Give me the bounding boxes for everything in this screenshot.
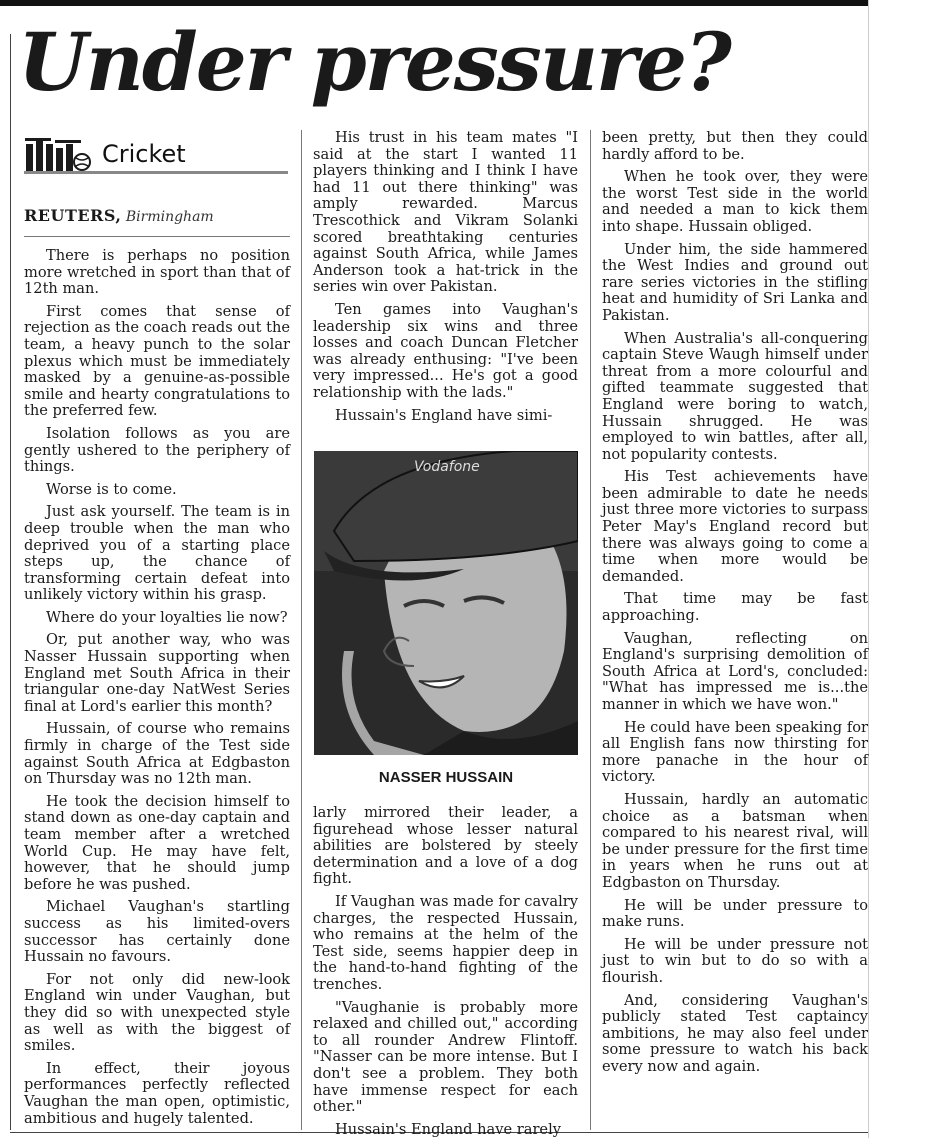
paragraph: He took the decision himself to stand down as one-day captain and team member after a wretched World Cup. He may have felt, however, that he should jump before he was pushed.: [24, 792, 290, 893]
byline-rule: [24, 236, 290, 237]
paragraph: larly mirrored their leader, a figurehead whose lesser natural abilities are bolstered by steely determination and a love of a dog fight.: [313, 804, 578, 888]
paragraph: His trust in his team mates "I said at the start I wanted 11 players thinking and I think I have had 11 out there thinking" was amply rewarded. Marcus Trescothick and Vikram Solanki scored breathtaking centuries against South Africa, while James Anderson took a hat-trick in the series win over Pakistan.: [313, 129, 578, 296]
article-column-3: [602, 130, 868, 1081]
player-photo: [314, 451, 578, 755]
paragraph: When Australia's all-conquering captain Steve Waugh himself under threat from a more colourful and gifted teammate suggested that England were boring to watch, Hussain shrugged. He was employed to win battles, after all, not popularity contests.: [602, 329, 868, 463]
paragraph: Vaughan, reflecting on England's surprising demolition of South Africa at Lord's, concluded: "What has impressed me is...the manner in which we have won.": [602, 629, 868, 713]
column-divider: [590, 130, 591, 1130]
paragraph: For not only did new-look England win under Vaughan, but they did so with unexpected style as well as with the biggest of smiles.: [24, 970, 290, 1055]
column-divider: [301, 130, 302, 1130]
paragraph: Hussain, hardly an automatic choice as a batsman when compared to his nearest rival, will be under pressure for the first time in years when he runs out at Edgbaston on Thursday.: [602, 790, 868, 891]
paragraph: That time may be fast approaching.: [602, 590, 868, 625]
headline: Under pressure?: [18, 15, 730, 109]
section-name: Cricket: [102, 140, 186, 168]
article-column-1: [24, 248, 290, 1133]
paragraph: He will be under pressure to make runs.: [602, 896, 868, 931]
paragraph: And, considering Vaughan's publicly stated Test captaincy ambitions, he may also feel under some pressure to watch his back every now and again.: [602, 991, 868, 1075]
paragraph: Worse is to come.: [46, 480, 177, 498]
article-column-2-top: [313, 130, 578, 430]
paragraph: When he took over, they were the worst Test side in the world and needed a man to kick them into shape. Hussain obliged.: [602, 168, 868, 235]
right-page-edge: [868, 0, 869, 1138]
left-margin-rule: [10, 34, 11, 1130]
article-column-2-bottom: [313, 805, 578, 1144]
paragraph: Isolation follows as you are gently ushered to the periphery of things.: [24, 424, 290, 476]
photo-caption: NASSER HUSSAIN: [378, 769, 514, 786]
paragraph: Hussain, of course who remains firmly in charge of the Test side against South Africa at Edgbaston on Thursday was no 12th man.: [24, 720, 290, 788]
paragraph: First comes that sense of rejection as the coach reads out the team, a heavy punch to the solar plexus which must be immediately masked by a genuine-as-possible smile and hearty congratulations to the preferred few.: [24, 302, 290, 420]
paragraph: He could have been speaking for all English fans now thirsting for more panache in the hour of victory.: [602, 718, 868, 786]
paragraph: He will be under pressure not just to win but to do so with a flourish.: [602, 935, 868, 986]
paragraph: Hussain's England have simi-: [335, 406, 553, 424]
paragraph: Or, put another way, who was Nasser Hussain supporting when England met South Africa in their triangular one-day NatWest Series final at Lord's earlier this month?: [24, 631, 290, 715]
player-portrait-image: [314, 451, 578, 755]
byline: [24, 206, 214, 225]
cap-logo: Vodafone: [414, 459, 480, 475]
paragraph: Under him, the side hammered the West Indies and ground out rare series victories in the stifling heat and humidity of Sri Lanka and Pakistan.: [602, 240, 868, 324]
paragraph: been pretty, but then they could hardly afford to be.: [602, 129, 868, 163]
top-rule: [0, 0, 868, 6]
byline-location: Birmingham: [125, 209, 214, 225]
cricket-stumps-icon: [24, 130, 96, 176]
paragraph: Where do your loyalties lie now?: [46, 608, 288, 626]
paragraph: His Test achievements have been admirable to date he needs just three more victories to surpass Peter May's England record but there was always going to come a time when more would be demanded.: [602, 468, 868, 585]
paragraph: Ten games into Vaughan's leadership six wins and three losses and coach Duncan Fletcher was already enthusing: "I've been very impressed... He's got a good relationship with the lads.": [313, 300, 578, 401]
paragraph: Hussain's England have rarely: [335, 1120, 561, 1138]
paragraph: Michael Vaughan's startling success as his limited-overs successor has certainly done Hussain no favours.: [24, 898, 290, 966]
paragraph: "Vaughanie is probably more relaxed and chilled out," according to all rounder Andrew Flintoff. "Nasser can be more intense. But I don't see a problem. They both have immense respect for each other.": [313, 998, 578, 1116]
paragraph: In effect, their joyous performances perfectly reflected Vaughan the man open, optimistic, ambitious and hugely talented.: [24, 1059, 290, 1127]
paragraph: If Vaughan was made for cavalry charges, the respected Hussain, who remains at the helm of the Test side, seems happier deep in the hand-to-hand fighting of the trenches.: [313, 892, 578, 993]
section-underline: [24, 171, 288, 174]
paragraph: There is perhaps no position more wretched in sport than that of 12th man.: [24, 247, 290, 298]
byline-agency: REUTERS,: [24, 206, 122, 225]
paragraph: Just ask yourself. The team is in deep trouble when the man who deprived you of a starting place steps up, the chance of transforming certain defeat into unlikely victory within his grasp.: [24, 503, 290, 604]
